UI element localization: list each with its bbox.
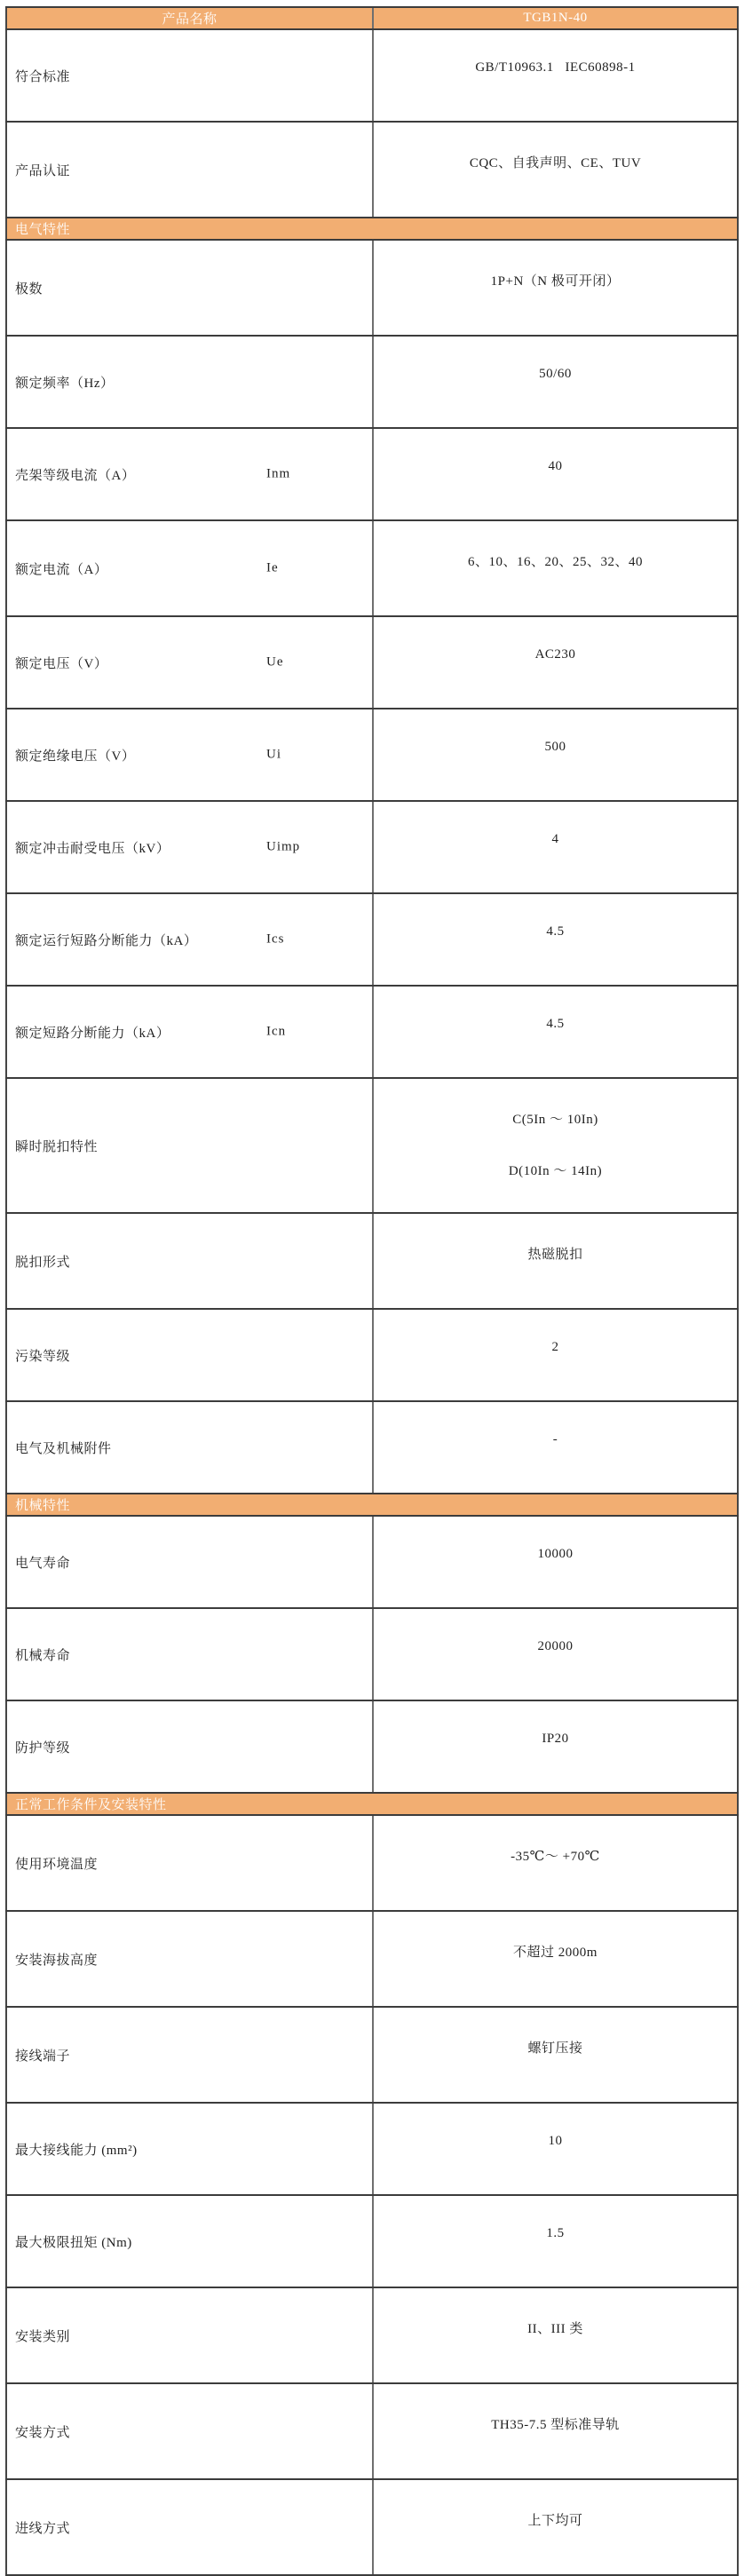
row-label: 额定电压（V）: [15, 656, 108, 671]
table-row: [6, 893, 738, 986]
row-value: 热磁脱扣: [527, 1248, 583, 1262]
product-name-header: 产品名称: [6, 7, 373, 29]
table-row: [6, 1608, 738, 1700]
table-row: [6, 986, 738, 1078]
row-label: 最大极限扭矩 (Nm): [15, 2235, 132, 2250]
table-row: [6, 122, 738, 218]
row-label: 最大接线能力 (mm²): [15, 2143, 138, 2158]
table-row: [6, 1078, 738, 1213]
row-value: TH35-7.5 型标准导轨: [491, 2418, 620, 2432]
table-row: [6, 616, 738, 709]
row-label: 进线方式: [15, 2521, 71, 2536]
row-value: 50/60: [539, 367, 572, 381]
table-row: [6, 801, 738, 893]
section-title: 电气特性: [15, 223, 71, 237]
row-value: 上下均可: [527, 2514, 583, 2528]
row-label: 产品认证: [15, 163, 71, 178]
row-label: 接线端子: [15, 2049, 71, 2064]
row-value: 20000: [537, 1639, 574, 1653]
row-value: 4.5: [546, 1017, 565, 1031]
row-value-line2: D(10In ～ 14In): [508, 1164, 603, 1178]
spec-table: [5, 6, 739, 2576]
table-row: [6, 1516, 738, 1608]
row-label: 符合标准: [15, 69, 71, 84]
row-value: IP20: [542, 1732, 569, 1746]
row-value: 2: [551, 1340, 559, 1354]
row-value: GB/T10963.1 IEC60898-1: [475, 60, 636, 75]
row-label: 额定短路分断能力（kA）: [15, 1026, 170, 1041]
row-value: 螺钉压接: [527, 2041, 583, 2056]
spec-sheet: [5, 6, 737, 2576]
row-value: C(5In ～ 10In): [512, 1113, 598, 1127]
row-label: 电气寿命: [15, 1556, 71, 1571]
row-label: 机械寿命: [15, 1648, 71, 1663]
row-symbol: Uimp: [266, 839, 301, 854]
row-label: 脱扣形式: [15, 1255, 71, 1270]
row-label: 极数: [15, 281, 44, 297]
row-label: 安装海拔高度: [15, 1953, 99, 1968]
table-row: [6, 2007, 738, 2103]
row-label: 安装方式: [15, 2425, 71, 2440]
row-label: 额定频率（Hz）: [15, 376, 115, 391]
row-value: 1P+N（N 极可开闭）: [490, 274, 621, 289]
row-symbol: Ie: [266, 560, 279, 575]
row-value: CQC、自我声明、CE、TUV: [469, 156, 642, 170]
row-symbol: Inm: [266, 466, 291, 481]
table-row: [6, 2383, 738, 2479]
row-value: 1.5: [546, 2226, 565, 2240]
row-value: -35℃～ +70℃: [511, 1850, 600, 1864]
row-value: II、III 类: [527, 2322, 583, 2336]
row-label: 安装类别: [15, 2329, 71, 2344]
table-row: [6, 336, 738, 428]
table-row: [6, 29, 738, 122]
table-row: [6, 2195, 738, 2287]
row-value: 40: [548, 459, 563, 473]
section-header-row: [6, 218, 738, 240]
table-row: [6, 1911, 738, 2007]
row-label: 额定电流（A）: [15, 562, 108, 577]
section-title: 正常工作条件及安装特性: [15, 1798, 167, 1812]
row-label: 使用环境温度: [15, 1857, 99, 1872]
table-row: [6, 520, 738, 616]
row-label: 污染等级: [15, 1349, 71, 1364]
section-title: 机械特性: [15, 1499, 71, 1513]
row-value: AC230: [534, 647, 576, 662]
row-label: 电气及机械附件: [15, 1441, 112, 1456]
product-model-value: TGB1N-40: [373, 7, 738, 29]
row-label: 额定运行短路分断能力（kA）: [15, 933, 198, 948]
row-label: 额定冲击耐受电压（kV）: [15, 841, 170, 856]
table-row: [6, 2103, 738, 2195]
row-value: 4: [551, 832, 559, 846]
table-header-row: [6, 7, 738, 29]
row-label: 壳架等级电流（A）: [15, 468, 136, 483]
row-value: 500: [544, 740, 566, 754]
table-row: [6, 428, 738, 520]
row-value: 4.5: [546, 924, 565, 939]
table-row: [6, 1700, 738, 1793]
row-value: -: [552, 1432, 558, 1447]
row-symbol: Icn: [266, 1024, 287, 1039]
table-row: [6, 709, 738, 801]
row-label: 防护等级: [15, 1740, 71, 1756]
table-row: [6, 2479, 738, 2575]
table-row: [6, 1815, 738, 1911]
row-value: 6、10、16、20、25、32、40: [467, 555, 643, 569]
row-symbol: Ics: [266, 931, 285, 947]
row-value: 10000: [537, 1547, 574, 1561]
table-row: [6, 1401, 738, 1494]
row-label: 瞬时脱扣特性: [15, 1139, 99, 1154]
table-row: [6, 2287, 738, 2383]
row-value: 10: [548, 2134, 563, 2148]
row-symbol: Ui: [266, 747, 281, 762]
section-header-row: [6, 1793, 738, 1815]
section-header-row: [6, 1494, 738, 1516]
table-row: [6, 1309, 738, 1401]
table-row: [6, 1213, 738, 1309]
row-symbol: Ue: [266, 654, 284, 670]
row-value: 不超过 2000m: [513, 1946, 598, 1960]
row-label: 额定绝缘电压（V）: [15, 749, 136, 764]
table-row: [6, 240, 738, 336]
